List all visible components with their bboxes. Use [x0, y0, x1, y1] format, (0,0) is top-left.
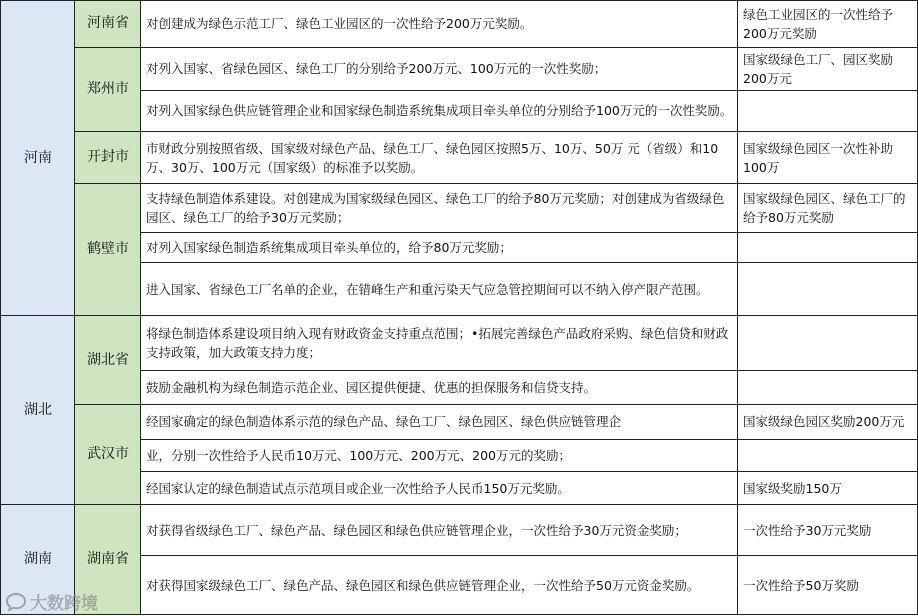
table-row — [1, 1, 918, 48]
policy-cell: 市财政分别按照省级、国家级对绿色产品、绿色工厂、绿色园区按照5万、10万、50万 元（省级）和10万、30万、100万元（国家级）的标准予以奖励。 — [141, 131, 738, 184]
reward-cell — [738, 439, 918, 471]
policy-cell: 对获得国家级绿色工厂、绿色产品、绿色园区和绿色供应链管理企业，一次性给予50万元资金奖励。 — [141, 556, 738, 615]
table-row — [1, 47, 918, 91]
policy-cell: 将绿色制造体系建设项目纳入现有财政资金支持重点范围；•拓展完善绿色产品政府采购、绿色信贷和财政支持政策，加大政策支持力度； — [141, 316, 738, 371]
reward-cell: 国家级奖励150万 — [738, 472, 918, 505]
policy-cell: 鼓励金融机构为绿色制造示范企业、园区提供便捷、优惠的担保服务和信贷支持。 — [141, 370, 738, 404]
watermark-text: 大数跨境 — [30, 594, 98, 614]
reward-cell — [738, 232, 918, 262]
policy-cell: 支持绿色制造体系建设。对创建成为国家级绿色园区、绿色工厂的给予80万元奖励；对创建成为省级绿色园区、绿色工厂的给予30万元奖励； — [141, 184, 738, 233]
reward-cell — [738, 263, 918, 316]
city-cell-zhengzhou: 郑州市 — [75, 47, 141, 131]
city-cell-wuhan: 武汉市 — [75, 405, 141, 505]
province-cell-henan: 河南 — [1, 1, 75, 316]
city-cell-hubei-province: 湖北省 — [75, 316, 141, 405]
reward-cell — [738, 370, 918, 404]
province-cell-hunan: 湖南 — [1, 505, 75, 615]
province-cell-hubei: 湖北 — [1, 316, 75, 505]
policy-cell: 经国家认定的绿色制造试点示范项目或企业一次性给予人民币150万元奖励。 — [141, 472, 738, 505]
table-row — [1, 505, 918, 556]
policy-cell: 对列入国家、省绿色园区、绿色工厂的分别给予200万元、100万元的一次性奖励； — [141, 47, 738, 91]
policy-cell: 进入国家、省绿色工厂名单的企业，在错峰生产和重污染天气应急管控期间可以不纳入停产限产范围。 — [141, 263, 738, 316]
reward-cell: 国家级绿色园区奖励200万元 — [738, 405, 918, 439]
policy-cell: 对获得省级绿色工厂、绿色产品、绿色园区和绿色供应链管理企业，一次性给予30万元资金奖励； — [141, 505, 738, 556]
policy-cell: 经国家确定的绿色制造体系示范的绿色产品、绿色工厂、绿色园区、绿色供应链管理企 — [141, 405, 738, 439]
table-row — [1, 405, 918, 439]
table-row — [1, 184, 918, 233]
policy-cell: 对列入国家绿色供应链管理企业和国家绿色制造系统集成项目牵头单位的分别给予100万元的一次性奖励。 — [141, 91, 738, 132]
table-row — [1, 131, 918, 184]
reward-cell: 一次性给予50万奖励 — [738, 556, 918, 615]
policy-cell: 对创建成为绿色示范工厂、绿色工业园区的一次性给予200万元奖励。 — [141, 1, 738, 48]
reward-cell: 国家级绿色工厂、园区奖励200万元 — [738, 47, 918, 91]
city-cell-hebi: 鹤壁市 — [75, 184, 141, 316]
reward-cell: 国家级绿色园区、绿色工厂的给予80万元奖励 — [738, 184, 918, 233]
city-cell-kaifeng: 开封市 — [75, 131, 141, 184]
table-row — [1, 316, 918, 371]
city-cell-hunan-province: 湖南省 — [75, 505, 141, 615]
reward-cell — [738, 91, 918, 132]
city-cell-henan-province: 河南省 — [75, 1, 141, 48]
reward-cell — [738, 316, 918, 371]
policy-cell: 对列入国家绿色制造系统集成项目牵头单位的，给予80万元奖励； — [141, 232, 738, 262]
reward-cell: 绿色工业园区的一次性给予200万元奖励 — [738, 1, 918, 48]
policy-cell: 业，分别一次性给予人民币10万元、100万元、200万元、200万元的奖励； — [141, 439, 738, 471]
reward-cell: 国家级绿色园区一次性补助100万 — [738, 131, 918, 184]
reward-cell: 一次性给予30万元奖励 — [738, 505, 918, 556]
